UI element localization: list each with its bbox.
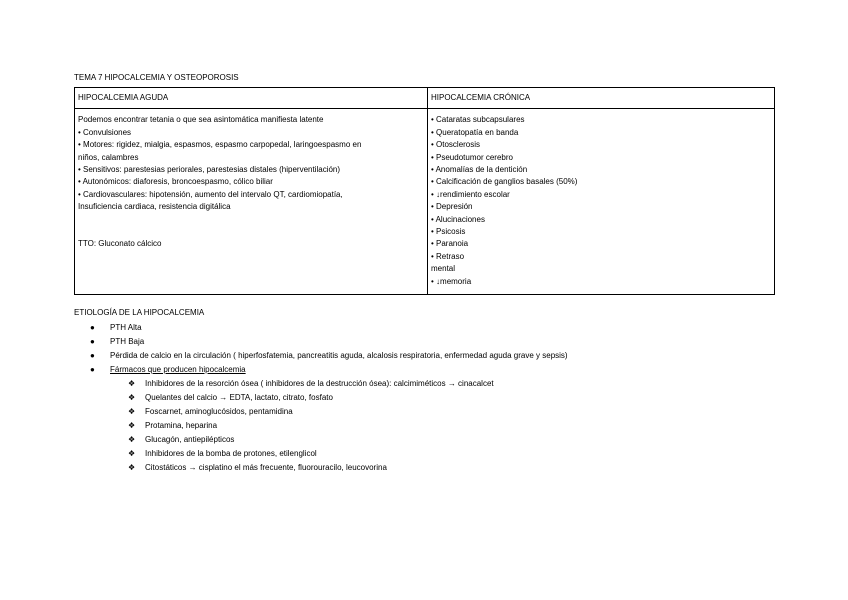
acute-line: Insuficiencia cardiaca, resistencia digitálica <box>78 202 231 212</box>
acute-line: • Motores: rigidez, mialgia, espasmos, espasmo carpopedal, laringoespasmo en <box>78 140 362 150</box>
chronic-line: • Alucinaciones <box>431 214 485 224</box>
list-item <box>74 447 776 461</box>
chronic-line: • Depresión <box>431 202 473 212</box>
list-item-text: Quelantes del calcio → EDTA, lactato, citrato, fosfato <box>145 392 333 402</box>
header-chronic: HIPOCALCEMIA CRÓNICA <box>428 88 775 109</box>
diamond-bullet-icon: ❖ <box>128 406 136 416</box>
drug-list <box>74 377 776 475</box>
list-item-text: PTH Alta <box>110 322 142 332</box>
bullet-icon: ● <box>90 322 95 332</box>
treatment-line: TTO: Gluconato cálcico <box>78 238 162 248</box>
list-item <box>74 405 776 419</box>
diamond-bullet-icon: ❖ <box>128 462 136 472</box>
bullet-icon: ● <box>90 336 95 346</box>
chronic-line: • ↓memoria <box>431 276 472 286</box>
etiology-list <box>74 321 776 377</box>
page-content <box>74 72 776 475</box>
list-item <box>74 349 776 363</box>
chronic-cell <box>428 109 775 295</box>
diamond-bullet-icon: ❖ <box>128 434 136 444</box>
chronic-line: • ↓rendimiento escolar <box>431 189 510 199</box>
hypocalcemia-table <box>74 87 775 295</box>
list-item-text: Pérdida de calcio en la circulación ( hiperfosfatemia, pancreatitis aguda, alcalosis respiratoria, enfermedad aguda grave y sepsis) <box>110 350 568 360</box>
bullet-icon: ● <box>90 350 95 360</box>
acute-line: • Convulsiones <box>78 127 132 137</box>
diamond-bullet-icon: ❖ <box>128 448 136 458</box>
chronic-line: • Otosclerosis <box>431 140 481 150</box>
table-header-row <box>75 88 775 109</box>
list-item-text: Fármacos que producen hipocalcemia <box>110 364 246 374</box>
acute-line: • Sensitivos: parestesias periorales, parestesias distales (hiperventilación) <box>78 165 341 175</box>
table-body-row <box>75 109 775 295</box>
diamond-bullet-icon: ❖ <box>128 392 136 402</box>
chronic-line: • Anomalías de la dentición <box>431 165 528 175</box>
list-item-text: PTH Baja <box>110 336 145 346</box>
diamond-bullet-icon: ❖ <box>128 378 136 388</box>
list-item-text: Inhibidores de la resorción ósea ( inhibidores de la destrucción ósea): calcimiméticos → cinacalcet <box>145 378 494 388</box>
list-item-text: Inhibidores de la bomba de protones, etilenglicol <box>145 448 317 458</box>
acute-line: • Cardiovasculares: hipotensión, aumento del intervalo QT, cardiomiopatía, <box>78 189 343 199</box>
list-item-text: Protamina, heparina <box>145 420 218 430</box>
chronic-line: mental <box>431 264 456 274</box>
list-item <box>74 419 776 433</box>
chronic-line: • Psicosis <box>431 227 466 237</box>
acute-line: niños, calambres <box>78 152 139 162</box>
list-item <box>74 377 776 391</box>
bullet-icon: ● <box>90 364 95 374</box>
chronic-line: • Calcificación de ganglios basales (50%) <box>431 177 578 187</box>
diamond-bullet-icon: ❖ <box>128 420 136 430</box>
list-item <box>74 391 776 405</box>
list-item <box>74 321 776 335</box>
list-item <box>74 461 776 475</box>
acute-line: • Autonómicos: diaforesis, broncoespasmo, cólico biliar <box>78 177 273 187</box>
list-item-text: Glucagón, antiepilépticos <box>145 434 235 444</box>
header-acute: HIPOCALCEMIA AGUDA <box>75 88 428 109</box>
document-title: TEMA 7 HIPOCALCEMIA Y OSTEOPOROSIS <box>74 73 239 82</box>
list-item-text: Foscarnet, aminoglucósidos, pentamidina <box>145 406 293 416</box>
list-item-text: Citostáticos → cisplatino el más frecuente, fluorouracilo, leucovorina <box>145 462 387 472</box>
etiology-title: ETIOLOGÍA DE LA HIPOCALCEMIA <box>74 308 205 318</box>
acute-line: Podemos encontrar tetania o que sea asintomática manifiesta latente <box>78 115 324 125</box>
chronic-line: • Queratopatía en banda <box>431 127 519 137</box>
list-item <box>74 433 776 447</box>
acute-cell <box>75 109 428 295</box>
chronic-line: • Paranoia <box>431 239 469 249</box>
chronic-line: • Cataratas subcapsulares <box>431 115 525 125</box>
chronic-line: • Retraso <box>431 251 465 261</box>
list-item <box>74 335 776 349</box>
list-item <box>74 363 776 377</box>
chronic-line: • Pseudotumor cerebro <box>431 152 513 162</box>
